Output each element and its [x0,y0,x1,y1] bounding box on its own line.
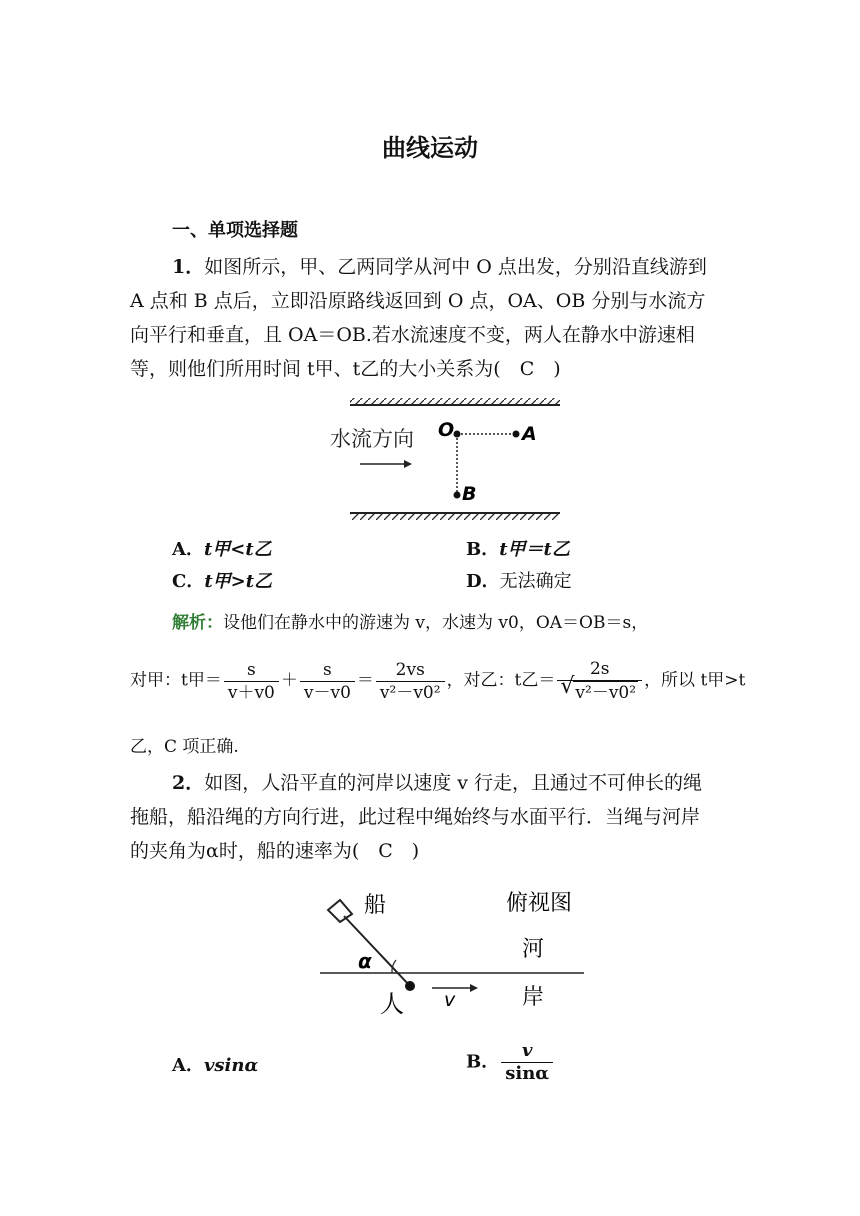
boat-label: 船 [364,893,387,918]
fraction-4: 2s √ v²－v0² [557,658,642,704]
solution-line-2: 对甲：t甲＝ $\frac{s}{v+v0}$ ＋ $\frac{s}{v-v0}$ ＝ $\frac{2vs}{\text{v²－v0²}}$ ，对乙：t乙＝ 2s √ v²－v0² ，所以 t甲>t [130,658,745,704]
label-o: O [438,419,455,441]
q1-option-b: B．t甲＝t乙 [466,539,570,560]
angle-label: α [358,949,372,973]
flow-arrow-icon [360,460,412,468]
question-1-text [130,250,730,386]
top-view-label: 俯视图 [506,891,573,916]
q2-option-a: A．vsinα [172,1055,259,1076]
rope [344,916,410,986]
point-b [454,492,461,499]
label-a: A [522,423,537,445]
q2-option-b-fraction: $\frac{v}{\sin\alpha}$ [501,1040,553,1085]
flow-direction-label: 水流方向 [330,427,414,451]
bottom-bank [350,513,560,520]
label-b: B [462,483,477,505]
solution-line-1: 解析：设他们在静水中的游速为 v，水速为 v0，OA＝OB＝s， [172,613,649,633]
point-o [454,431,461,438]
q2-line-1: 2．如图，人沿平直的河岸以速度 v 行走，且通过不可伸长的绳 [172,772,703,794]
question-2-text [130,766,730,868]
solution-line-3: 乙，C 项正确. [130,737,239,757]
boat-icon [328,900,352,922]
person-dot [405,981,415,991]
top-bank [350,398,560,405]
q2-number: 2． [172,772,205,794]
q1-line-3: 向平行和垂直，且 OA＝OB.若水流速度不变，两人在静水中游速相 [130,324,695,346]
bank-label: 岸 [522,985,545,1010]
fraction-2: $\frac{s}{v-v0}$ [300,659,355,704]
q2-line-2: 拖船，船沿绳的方向行进，此过程中绳始终与水面平行．当绳与河岸 [130,806,701,828]
boat-figure [316,880,592,1020]
fraction-3: $\frac{2vs}{\text{v²－v0²}}$ [376,659,445,704]
q1-number: 1． [172,256,205,278]
q1-option-c: C．t甲>t乙 [172,571,273,592]
q1-line-2: A 点和 B 点后，立即沿原路线返回到 O 点，OA、OB 分别与水流方 [130,290,706,312]
river-figure [320,392,580,524]
q2-option-b: B． $\frac{v}{\sin\alpha}$ [466,1040,555,1085]
river-label: 河 [522,937,545,962]
q1-line-1: 1．如图所示，甲、乙两同学从河中 O 点出发，分别沿直线游到 [172,256,707,278]
solution-label: 解析： [172,613,223,633]
page-title: 曲线运动 [382,134,478,162]
q1-line-4: 等，则他们所用时间 t甲、t乙的大小关系为( C ) [130,358,561,380]
q1-option-d: D．无法确定 [466,571,572,592]
point-a [513,431,520,438]
person-label: 人 [380,990,404,1018]
fraction-1: $\frac{s}{v+v0}$ [224,659,279,704]
velocity-label: v [444,989,456,1011]
section-heading: 一、单项选择题 [172,220,298,241]
q2-line-3: 的夹角为α时，船的速率为( C ) [130,840,420,862]
q1-option-a: A．t甲<t乙 [172,539,272,560]
